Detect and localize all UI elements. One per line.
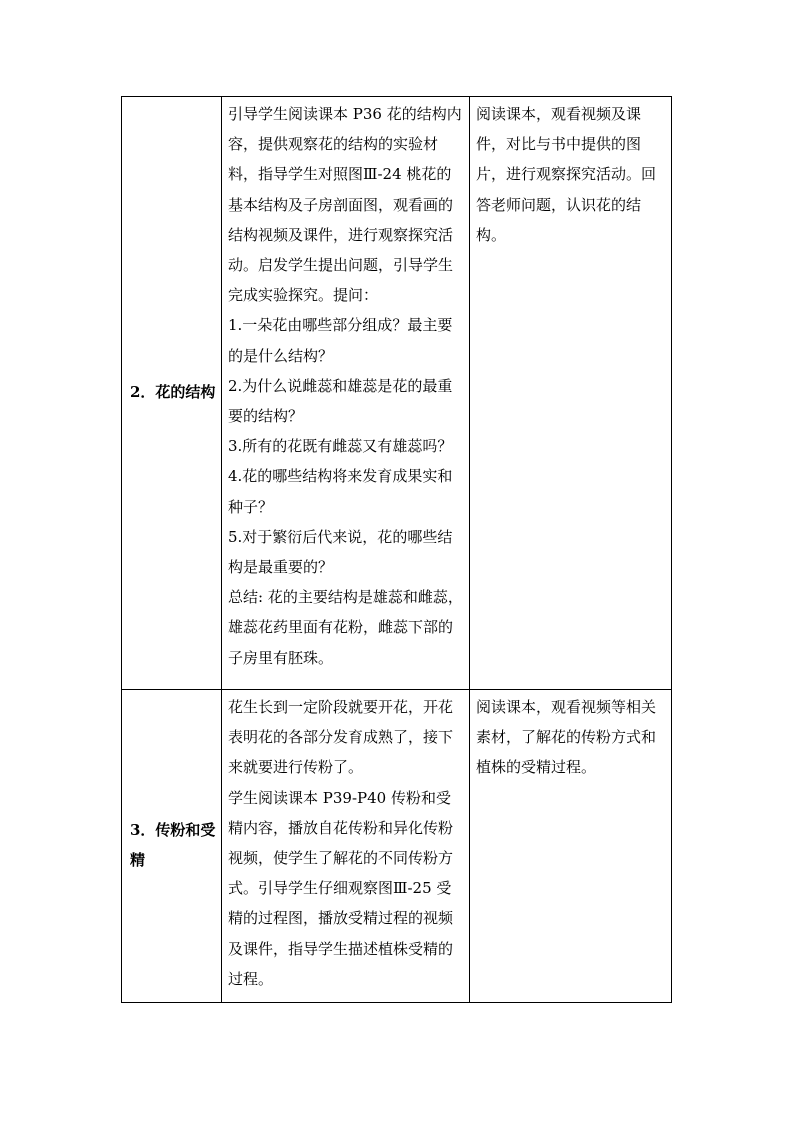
teacher-paragraph: 学生阅读课本 P39-P40 传粉和受精内容，播放自花传粉和异化传粉视频，使学生了解花的不同传粉方式。引导学生仔细观察图Ⅲ-25 受精的过程图，播放受精过程的视频及课件，指导学生描述植株受精的过程。 [228,788,454,988]
table-row [122,97,672,690]
student-activity-cell [470,690,672,1003]
question-item: 5.对于繁衍后代来说，花的哪些结构是最重要的？ [228,527,453,577]
student-paragraph: 阅读课本，观看视频及课件，对比与书中提供的图片，进行观察探究活动。回答老师问题，认识花的结构。 [476,105,657,244]
question-item: 4.花的哪些结构将来发育成果实和种子？ [228,467,453,516]
table-row [122,690,672,1003]
teacher-paragraph: 引导学生阅读课本 P36 花的结构内容，提供观察花的结构的实验材料，指导学生对照图Ⅲ-24 桃花的基本结构及子房剖面图，观看画的结构视频及课件，进行观察探究活动。启发学生提出问题，引导学生完成实验探究。提问： [228,105,462,305]
question-item: 3.所有的花既有雌蕊又有雄蕊吗？ [228,437,453,456]
question-item: 1.一朵花由哪些部分组成？最主要的是什么结构？ [228,316,453,365]
student-activity-cell [470,97,672,690]
stage-cell: 3．传粉和受精 [122,690,222,1003]
summary-paragraph: 总结: 花的主要结构是雄蕊和雌蕊，雄蕊花药里面有花粉，雌蕊下部的子房里有胚珠。 [228,588,463,667]
teacher-activity-cell [222,690,470,1003]
student-paragraph: 阅读课本，观看视频等相关素材，了解花的传粉方式和植株的受精过程。 [476,698,657,777]
lesson-table [121,96,672,1003]
teacher-paragraph: 花生长到一定阶段就要开花，开花表明花的各部分发育成熟了，接下来就要进行传粉了。 [228,698,454,777]
question-item: 2.为什么说雌蕊和雄蕊是花的最重要的结构？ [228,376,453,426]
stage-cell: 2．花的结构 [122,97,222,690]
teacher-activity-cell [222,97,470,690]
